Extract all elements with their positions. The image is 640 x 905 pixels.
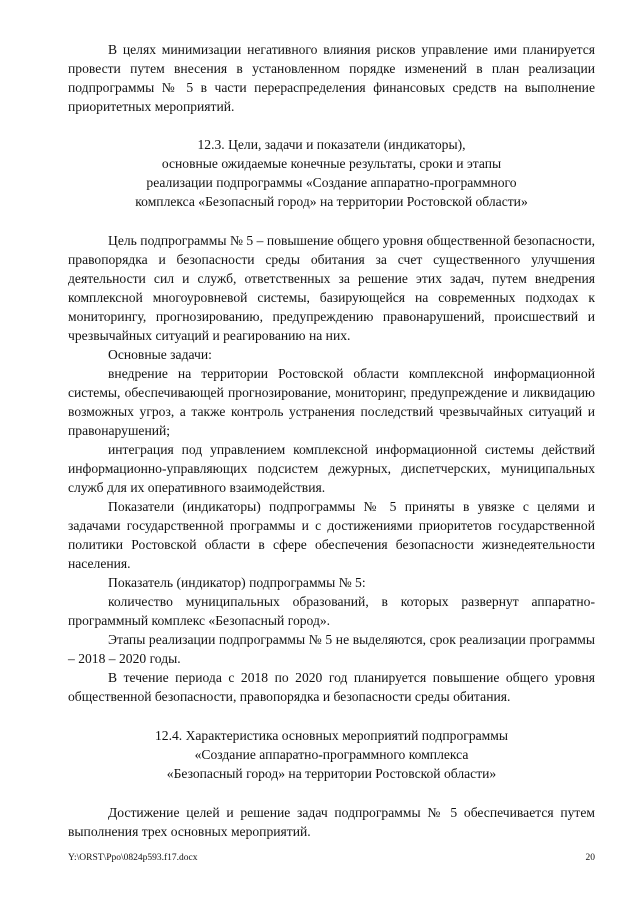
task-item: интеграция под управлением комплексной информационной системы действий информационно-управляющих подсистем дежурных, диспетчерских, муниципальных служб для их оперативного взаимодействия. [68, 442, 595, 495]
heading-line: 12.4. Характеристика основных мероприятий подпрограммы [154, 728, 508, 743]
spacer [68, 116, 595, 135]
heading-line: реализации подпрограммы «Создание аппаратно-программного [146, 175, 517, 190]
spacer [68, 783, 595, 803]
tasks-label: Основные задачи: [108, 347, 212, 362]
achievement-paragraph: Достижение целей и решение задач подпрограммы № 5 обеспечивается путем выполнения трех основных мероприятий. [68, 805, 595, 839]
heading-line: «Создание аппаратно-программного комплекса [194, 747, 469, 762]
heading-line: комплекса «Безопасный город» на территории Ростовской области» [135, 194, 528, 209]
section-12-4-heading [68, 726, 595, 783]
file-path: Y:\ORST\Ppo\0824p593.f17.docx [68, 853, 198, 863]
indicators-paragraph: Показатели (индикаторы) подпрограммы № 5 приняты в увязке с целями и задачами государственной программы и с достижениями приоритетов государственной политики Ростовской области в сфере обеспечения безопасности жизнедеятельности населения. [68, 499, 595, 571]
spacer [68, 706, 595, 726]
heading-line: «Безопасный город» на территории Ростовской области» [166, 766, 497, 781]
spacer [68, 211, 595, 231]
goal-paragraph: Цель подпрограммы № 5 – повышение общего уровня общественной безопасности, правопорядка и безопасности среды обитания за счет существенного улучшения деятельности сил и служб, ответственных за решение этих задач, путем внедрения комплексной многоуровневой системы, базирующейся на современных подходах к мониторингу, прогнозированию, предупреждению правонарушений, происшествий и чрезвычайных ситуаций и реагированию на них. [68, 233, 595, 343]
stages-paragraph: Этапы реализации подпрограммы № 5 не выделяются, срок реализации программы – 2018 – 2020 годы. [68, 632, 595, 666]
page-number: 20 [585, 853, 595, 863]
task-item: внедрение на территории Ростовской области комплексной информационной системы, обеспечивающей прогнозирование, мониторинг, предупреждение и ликвидацию возможных угроз, а также контроль устранения последствий чрезвычайных ситуаций и правонарушений; [68, 366, 595, 438]
period-paragraph: В течение периода с 2018 по 2020 год планируется повышение общего уровня общественной безопасности, правопорядка и безопасности среды обитания. [68, 670, 595, 704]
heading-line: 12.3. Цели, задачи и показатели (индикаторы), [197, 137, 466, 152]
page-footer [68, 852, 595, 864]
indicator-label: Показатель (индикатор) подпрограммы № 5: [108, 575, 366, 590]
intro-paragraph: В целях минимизации негативного влияния рисков управление ими планируется провести путем внесения в установленном порядке изменений в план реализации подпрограммы № 5 в части перераспределения финансовых средств на выполнение приоритетных мероприятий. [68, 42, 595, 114]
indicator-item: количество муниципальных образований, в которых развернут аппаратно-программный комплекс «Безопасный город». [68, 594, 595, 628]
heading-line: основные ожидаемые конечные результаты, сроки и этапы [161, 156, 502, 171]
section-12-3-heading [68, 135, 595, 211]
document-page [68, 40, 595, 841]
